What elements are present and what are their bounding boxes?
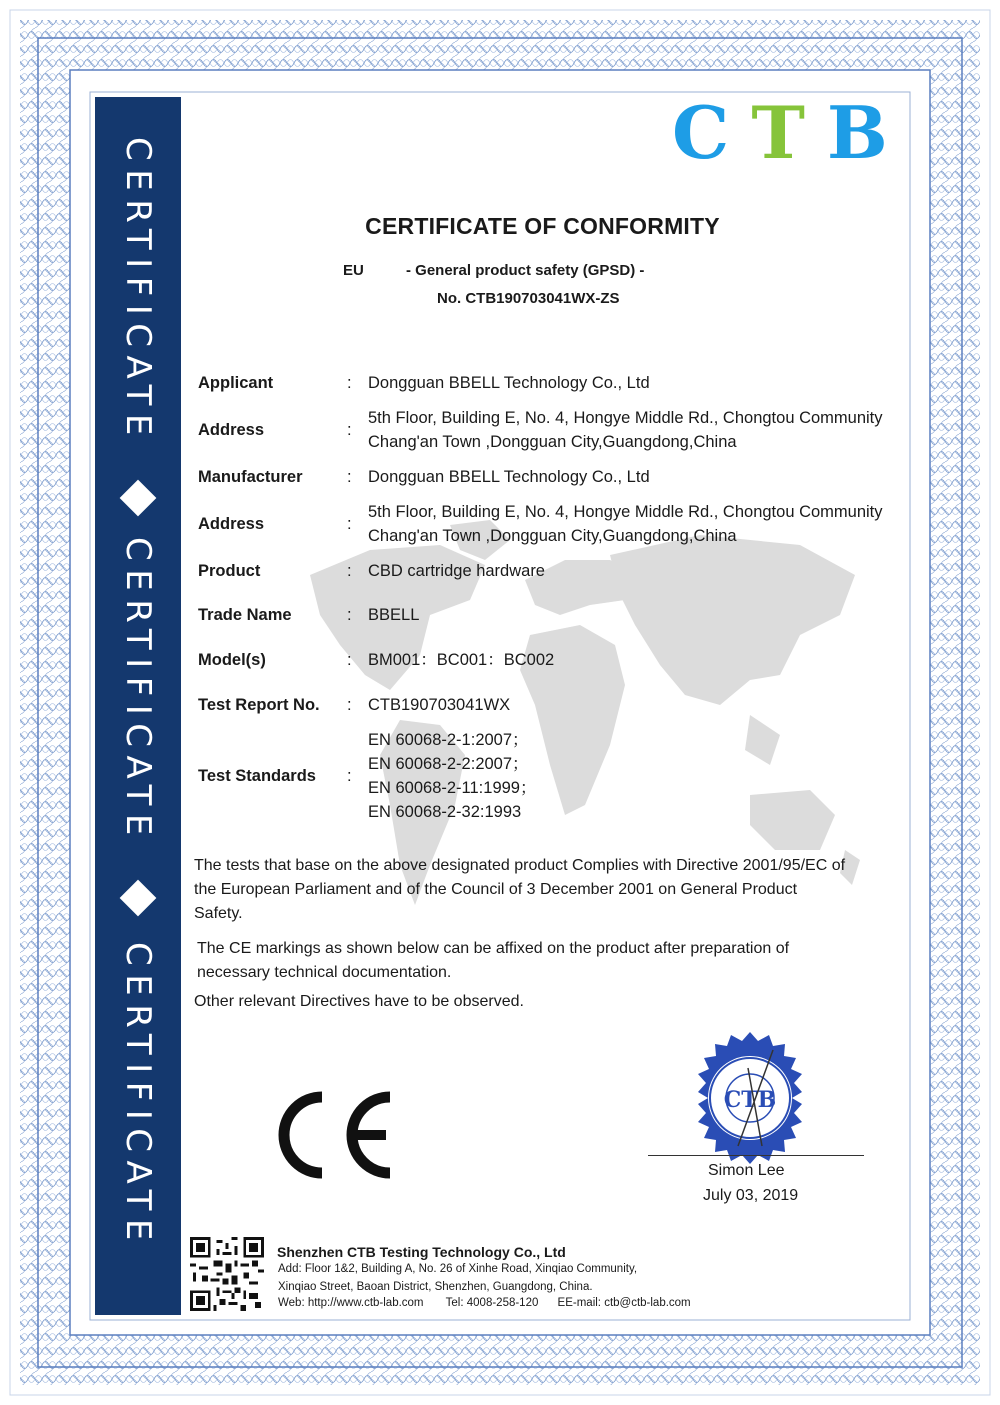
- applicant-label: Applicant: [198, 374, 274, 392]
- colon: :: [347, 468, 352, 486]
- logo-letter: B: [826, 90, 896, 175]
- product-label: Product: [198, 562, 261, 580]
- trade-name-value: BBELL: [368, 606, 420, 624]
- applicant-value: Dongguan BBELL Technology Co., Ltd: [368, 374, 650, 392]
- region-label: EU: [343, 262, 364, 279]
- signature-date: July 03, 2019: [703, 1187, 799, 1204]
- logo-letter: C: [672, 90, 738, 175]
- diamond-icon: [120, 480, 157, 517]
- sidebar-word: CERTIFICATE: [118, 942, 158, 1249]
- standard-item: EN 60068-2-32:1993: [368, 803, 522, 821]
- ctb-logo: [672, 90, 906, 175]
- address-label: Address: [198, 421, 265, 439]
- address-label: Address: [198, 515, 265, 533]
- models-value: BM001：BC001：BC002: [368, 651, 555, 669]
- qr-code: [190, 1237, 264, 1311]
- colon: :: [347, 606, 352, 624]
- diamond-icon: [120, 880, 157, 917]
- certificate-title: CERTIFICATE OF CONFORMITY: [365, 213, 720, 239]
- ce-marking-text: The CE markings as shown below can be affixed on the product after preparation of: [197, 940, 790, 957]
- compliance-text: Safety.: [194, 905, 243, 922]
- models-label: Model(s): [198, 651, 266, 669]
- product-value: CBD cartridge hardware: [368, 562, 545, 580]
- standards-label: Test Standards: [198, 767, 316, 785]
- manufacturer-label: Manufacturer: [198, 468, 303, 486]
- colon: :: [347, 374, 352, 392]
- directives-note: Other relevant Directives have to be observed.: [194, 993, 524, 1010]
- trade-name-label: Trade Name: [198, 606, 292, 624]
- ce-mark-icon: [270, 1085, 398, 1185]
- standard-item: EN 60068-2-1:2007；: [368, 731, 529, 749]
- ce-marking-text: necessary technical documentation.: [197, 964, 452, 981]
- colon: :: [347, 562, 352, 580]
- colon: :: [347, 421, 352, 439]
- certificate-sidebar: [95, 97, 181, 1315]
- address-line: Chang'an Town ,Dongguan City,Guangdong,China: [368, 433, 737, 451]
- report-label: Test Report No.: [198, 696, 320, 714]
- certificate-number: No. CTB190703041WX-ZS: [437, 290, 620, 307]
- lab-contact-line: Web: http://www.ctb-lab.com Tel: 4008-258-120 EE-mail: ctb@ctb-lab.com: [278, 1297, 691, 1309]
- ctb-seal-icon: [678, 1028, 823, 1168]
- compliance-text: The tests that base on the above designated product Complies with Directive 2001/95/EC of: [194, 857, 846, 874]
- colon: :: [347, 767, 352, 785]
- colon: :: [347, 696, 352, 714]
- signature-line: [648, 1155, 864, 1156]
- standard-item: EN 60068-2-11:1999；: [368, 779, 537, 797]
- address-line: Chang'an Town ,Dongguan City,Guangdong,China: [368, 527, 737, 545]
- sidebar-word: CERTIFICATE: [118, 137, 158, 444]
- lab-address-line: Xinqiao Street, Baoan District, Shenzhen, Guangdong, China.: [278, 1281, 593, 1293]
- colon: :: [347, 515, 352, 533]
- signer-name: Simon Lee: [708, 1162, 785, 1179]
- logo-letter: T: [751, 90, 813, 175]
- standard-item: EN 60068-2-2:2007；: [368, 755, 529, 773]
- scope-label: - General product safety (GPSD) -: [406, 262, 645, 279]
- lab-company-name: Shenzhen CTB Testing Technology Co., Ltd: [277, 1244, 566, 1260]
- seal-center-text: CTB: [723, 1087, 777, 1113]
- manufacturer-value: Dongguan BBELL Technology Co., Ltd: [368, 468, 650, 486]
- sidebar-word: CERTIFICATE: [118, 537, 158, 844]
- address-line: 5th Floor, Building E, No. 4, Hongye Middle Rd., Chongtou Community: [368, 409, 883, 427]
- colon: :: [347, 651, 352, 669]
- lab-address-line: Add: Floor 1&2, Building A, No. 26 of Xinhe Road, Xinqiao Community,: [278, 1263, 638, 1275]
- compliance-text: the European Parliament and of the Council of 3 December 2001 on General Product: [194, 881, 798, 898]
- report-value: CTB190703041WX: [368, 696, 511, 714]
- address-line: 5th Floor, Building E, No. 4, Hongye Middle Rd., Chongtou Community: [368, 503, 883, 521]
